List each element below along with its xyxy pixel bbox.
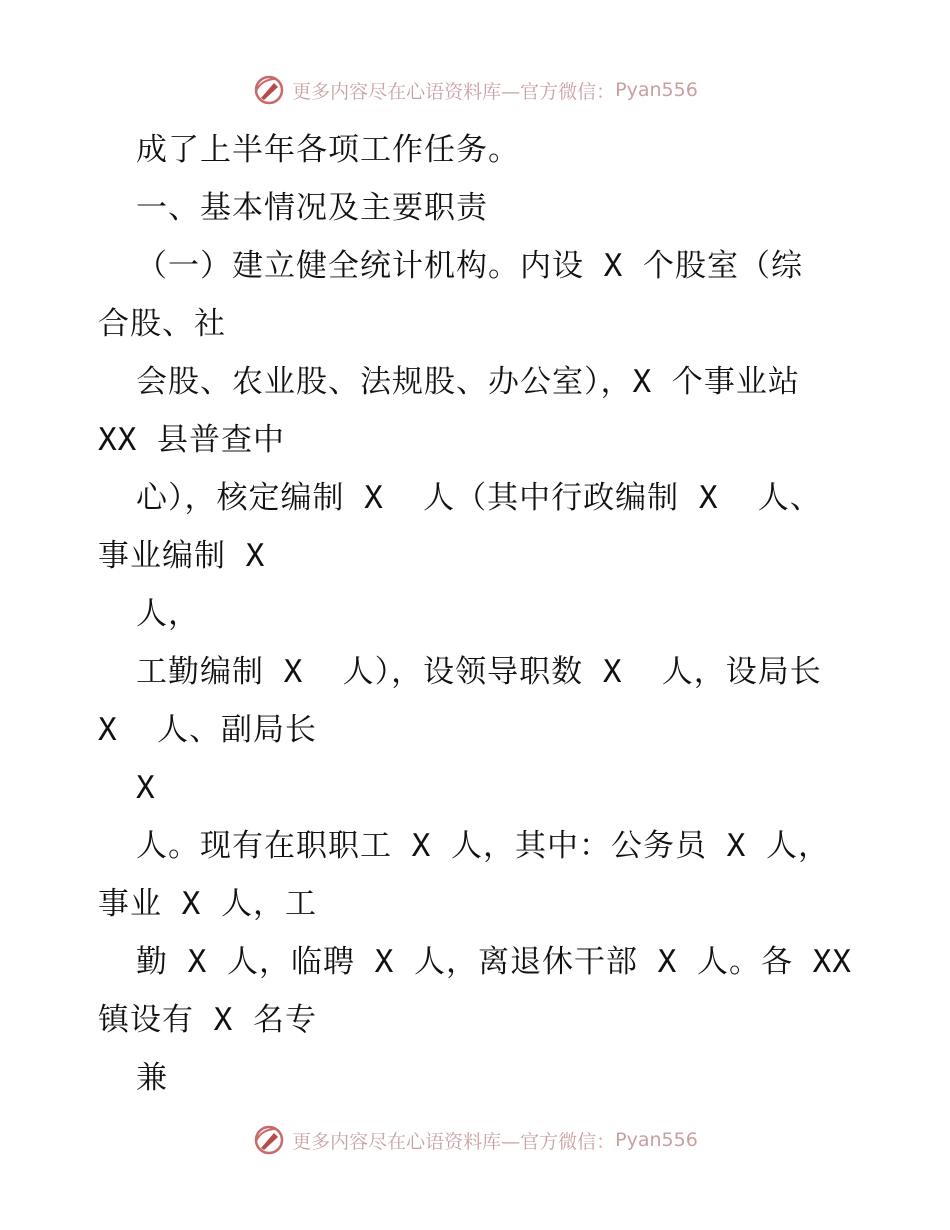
body-line: XX 县普查中	[98, 422, 285, 458]
body-line: 镇设有 X 名专	[98, 1002, 317, 1038]
body-line: 事业编制 X	[98, 538, 266, 574]
footer-watermark-wechat-id: Pyan556	[615, 1129, 698, 1151]
body-line: 合股、社	[98, 306, 226, 342]
body-line: 会股、农业股、法规股、办公室），X 个事业站	[136, 364, 800, 400]
footer-watermark-banner	[0, 1120, 950, 1160]
footer-watermark-text: 更多内容尽在心语资料库—官方微信：	[292, 1130, 616, 1153]
body-line: 事业 X 人，工	[98, 886, 317, 922]
body-line: 勤 X 人，临聘 X 人，离退休干部 X 人。各 XX	[136, 944, 852, 980]
body-line: 工勤编制 X 人），设领导职数 X 人，设局长	[136, 654, 822, 690]
body-line: （一）建立健全统计机构。内设 X 个股室（综	[136, 248, 803, 284]
body-line: 心），核定编制 X 人（其中行政编制 X 人、	[136, 480, 822, 516]
body-line: 兼	[136, 1060, 168, 1096]
body-line: 人。现有在职职工 X 人，其中：公务员 X 人，	[136, 828, 830, 864]
pen-nib-logo-icon	[252, 1123, 286, 1157]
header-watermark-wechat-id: Pyan556	[615, 79, 698, 101]
section-heading: 一、基本情况及主要职责	[136, 190, 488, 226]
body-line: X	[136, 770, 156, 806]
header-watermark-text: 更多内容尽在心语资料库—官方微信：	[292, 80, 616, 103]
body-line: 成了上半年各项工作任务。	[136, 132, 520, 168]
body-line: 人，	[136, 596, 200, 632]
body-line: X 人、副局长	[98, 712, 317, 748]
